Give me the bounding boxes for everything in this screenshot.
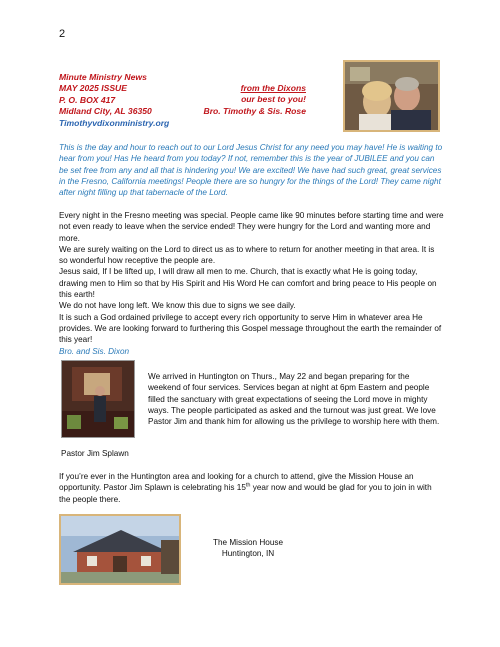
pastor-photo <box>61 360 135 438</box>
mission-caption-location: Huntington, IN <box>221 549 275 559</box>
best-line: our best to you! <box>241 94 306 105</box>
issue-label: MAY 2025 ISSUE <box>59 83 127 94</box>
website-link[interactable]: Timothyvdixonministry.org <box>59 117 170 128</box>
main-article <box>59 210 445 357</box>
from-line: from the Dixons <box>240 83 306 93</box>
intro-paragraph: This is the day and hour to reach out to our Lord Jesus Christ for any need you may have! He is waiting to hear from you! Has He heard from you today? If not, remember this is the year of JUBILEE and you can be set free from any and all that is hindering you! We are excited! We have had such great, great services in the Fresno, California meetings! People there are so hungry for the things of the Lord! They came night after night filling up that tabernacle of the Lord. <box>59 143 443 198</box>
mission-house-photo <box>59 514 181 585</box>
po-box: P. O. BOX 417 <box>59 94 116 105</box>
mission-text-start: If you’re ever in the Huntington area and looking for a church to attend, give the Mission House an opportunity. Pastor Jim Splawn is celebrating his 15 <box>59 472 414 493</box>
pastor-photo-image <box>62 361 134 437</box>
city-line: Midland City, AL 36350 <box>59 106 152 117</box>
mission-house-image <box>61 516 179 583</box>
mission-caption <box>200 537 296 560</box>
dixons-photo <box>343 60 440 132</box>
article-paragraph: We are surely waiting on the Lord to direct us as to where to return for another meeting in that area. It is so wonderful how receptive the people are. <box>59 244 435 266</box>
pastor-caption: Pastor Jim Splawn <box>61 449 129 458</box>
huntington-paragraph: We arrived in Huntington on Thurs., May 22 and began preparing for the weekend of four services. Services began at night at 6pm Eastern and people filled the sanctuary with great expectations of seeing the Lord move in mighty ways. The people participated as asked and the turnout was just great. We love Pastor Jim and thank him for allowing us the privilege to worship here with them. <box>148 372 440 427</box>
mission-text-end: year now and would be glad for you to join in with the people there. <box>59 483 432 504</box>
names-line: Bro. Timothy & Sis. Rose <box>203 105 306 116</box>
article-paragraph: Jesus said, If I be lifted up, I will draw all men to me. Church, that is exactly what He is going today, drawing men to Him so that by His Spirit and His Word He can comfort and bring peace to His people on this earth! <box>59 267 437 300</box>
mission-paragraph <box>59 471 445 505</box>
article-paragraph: It is such a God ordained privilege to accept every rich opportunity to serve Him in whatever area He provides. We are looking forward to furthering this Gospel message throughout the earth the remainder of this year! <box>59 312 442 345</box>
mission-caption-title: The Mission House <box>212 538 284 547</box>
greeting-block <box>186 83 306 117</box>
mission-superscript: th <box>245 482 251 489</box>
article-signature: Bro. and Sis. Dixon <box>59 346 130 356</box>
article-paragraph: We do not have long left. We know this due to signs we see daily. <box>59 301 296 311</box>
article-paragraph: Every night in the Fresno meeting was special. People came like 90 minutes before starting time and were not even ready to leave when the service ended! They were hungry for the Lord and wanting more and more. <box>59 211 444 243</box>
page-number: 2 <box>59 28 66 40</box>
dixons-photo-image <box>345 62 438 130</box>
newsletter-title: Minute Ministry News <box>59 72 147 82</box>
